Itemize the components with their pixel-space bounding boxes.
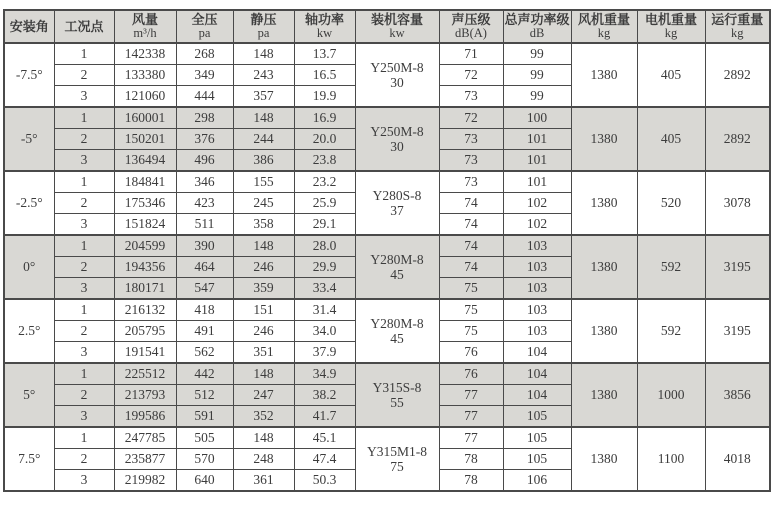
operating-point-cell: 2	[54, 193, 114, 214]
operating-point-cell: 2	[54, 449, 114, 470]
sound-pressure-level-cell: 76	[439, 342, 503, 364]
airflow-cell: 247785	[114, 427, 176, 449]
operating-weight-cell: 3078	[705, 171, 770, 235]
static-pressure-cell: 244	[233, 129, 294, 150]
static-pressure-cell: 148	[233, 363, 294, 385]
operating-point-cell: 1	[54, 107, 114, 129]
motor-model: Y280S-8	[372, 188, 422, 203]
motor-power-kw: 37	[390, 203, 404, 218]
col-header-sound-pressure-level	[439, 10, 503, 43]
operating-weight-cell: 3856	[705, 363, 770, 427]
header-unit: kg	[597, 26, 611, 40]
installation-angle-cell: 5°	[4, 363, 54, 427]
total-pressure-cell: 390	[176, 235, 233, 257]
airflow-cell: 121060	[114, 86, 176, 108]
static-pressure-cell: 248	[233, 449, 294, 470]
shaft-power-cell: 31.4	[294, 299, 355, 321]
motor-power-kw: 75	[390, 459, 404, 474]
static-pressure-cell: 155	[233, 171, 294, 193]
header-title: 全压	[191, 12, 218, 27]
airflow-cell: 150201	[114, 129, 176, 150]
total-pressure-cell: 491	[176, 321, 233, 342]
total-pressure-cell: 423	[176, 193, 233, 214]
total-pressure-cell: 547	[176, 278, 233, 300]
total-pressure-cell: 268	[176, 43, 233, 65]
total-pressure-cell: 376	[176, 129, 233, 150]
airflow-cell: 175346	[114, 193, 176, 214]
airflow-cell: 184841	[114, 171, 176, 193]
shaft-power-cell: 33.4	[294, 278, 355, 300]
static-pressure-cell: 243	[233, 65, 294, 86]
total-pressure-cell: 349	[176, 65, 233, 86]
operating-point-cell: 2	[54, 129, 114, 150]
static-pressure-cell: 148	[233, 427, 294, 449]
airflow-cell: 204599	[114, 235, 176, 257]
motor-model: Y280M-8	[370, 252, 424, 267]
total-pressure-cell: 511	[176, 214, 233, 236]
shaft-power-cell: 25.9	[294, 193, 355, 214]
table-body	[4, 43, 770, 491]
sound-pressure-level-cell: 78	[439, 470, 503, 492]
header-title: 电机重量	[644, 12, 697, 27]
col-header-installed-capacity	[355, 10, 439, 43]
sound-pressure-level-cell: 77	[439, 406, 503, 428]
installed-capacity-cell	[355, 427, 439, 491]
total-pressure-cell: 562	[176, 342, 233, 364]
sound-pressure-level-cell: 75	[439, 278, 503, 300]
header-title: 静压	[250, 12, 277, 27]
static-pressure-cell: 358	[233, 214, 294, 236]
operating-point-cell: 2	[54, 257, 114, 278]
shaft-power-cell: 28.0	[294, 235, 355, 257]
installation-angle-cell: 2.5°	[4, 299, 54, 363]
airflow-cell: 219982	[114, 470, 176, 492]
motor-model: Y315M1-8	[367, 444, 427, 459]
airflow-cell: 191541	[114, 342, 176, 364]
static-pressure-cell: 148	[233, 235, 294, 257]
static-pressure-cell: 361	[233, 470, 294, 492]
static-pressure-cell: 246	[233, 321, 294, 342]
motor-model: Y280M-8	[370, 316, 424, 331]
fan-weight-cell: 1380	[571, 235, 637, 299]
installed-capacity-cell	[355, 235, 439, 299]
col-header-airflow	[114, 10, 176, 43]
installed-capacity-cell	[355, 171, 439, 235]
shaft-power-cell: 41.7	[294, 406, 355, 428]
static-pressure-cell: 245	[233, 193, 294, 214]
shaft-power-cell: 20.0	[294, 129, 355, 150]
airflow-cell: 199586	[114, 406, 176, 428]
shaft-power-cell: 16.5	[294, 65, 355, 86]
shaft-power-cell: 34.0	[294, 321, 355, 342]
header-title: 工况点	[64, 18, 104, 34]
installation-angle-cell: -2.5°	[4, 171, 54, 235]
total-pressure-cell: 298	[176, 107, 233, 129]
table-row	[4, 427, 770, 449]
sound-power-level-cell: 104	[503, 385, 571, 406]
header-title: 总声功率级	[504, 12, 570, 27]
installation-angle-cell: 7.5°	[4, 427, 54, 491]
sound-pressure-level-cell: 73	[439, 129, 503, 150]
shaft-power-cell: 16.9	[294, 107, 355, 129]
motor-model: Y250M-8	[370, 124, 424, 139]
airflow-cell: 205795	[114, 321, 176, 342]
sound-pressure-level-cell: 72	[439, 65, 503, 86]
static-pressure-cell: 151	[233, 299, 294, 321]
col-header-motor-weight	[637, 10, 705, 43]
static-pressure-cell: 148	[233, 43, 294, 65]
header-title: 运行重量	[711, 12, 764, 27]
sound-power-level-cell: 104	[503, 363, 571, 385]
total-pressure-cell: 346	[176, 171, 233, 193]
shaft-power-cell: 50.3	[294, 470, 355, 492]
sound-power-level-cell: 101	[503, 129, 571, 150]
sound-pressure-level-cell: 77	[439, 427, 503, 449]
sound-pressure-level-cell: 72	[439, 107, 503, 129]
table-row	[4, 107, 770, 129]
static-pressure-cell: 246	[233, 257, 294, 278]
sound-power-level-cell: 99	[503, 43, 571, 65]
sound-power-level-cell: 100	[503, 107, 571, 129]
installed-capacity-cell	[355, 107, 439, 171]
header-unit: m³/h	[133, 26, 157, 40]
col-header-total-pressure	[176, 10, 233, 43]
sound-pressure-level-cell: 74	[439, 214, 503, 236]
static-pressure-cell: 148	[233, 107, 294, 129]
operating-point-cell: 1	[54, 171, 114, 193]
sound-pressure-level-cell: 75	[439, 321, 503, 342]
col-header-sound-power-level	[503, 10, 571, 43]
shaft-power-cell: 45.1	[294, 427, 355, 449]
installation-angle-cell: -7.5°	[4, 43, 54, 107]
airflow-cell: 216132	[114, 299, 176, 321]
table-row	[4, 235, 770, 257]
motor-power-kw: 30	[390, 75, 404, 90]
sound-power-level-cell: 99	[503, 86, 571, 108]
motor-power-kw: 45	[390, 267, 404, 282]
airflow-cell: 151824	[114, 214, 176, 236]
sound-power-level-cell: 103	[503, 299, 571, 321]
sound-power-level-cell: 103	[503, 321, 571, 342]
shaft-power-cell: 29.9	[294, 257, 355, 278]
motor-weight-cell: 592	[637, 299, 705, 363]
sound-pressure-level-cell: 74	[439, 235, 503, 257]
col-header-operating-weight	[705, 10, 770, 43]
airflow-cell: 213793	[114, 385, 176, 406]
sound-power-level-cell: 99	[503, 65, 571, 86]
operating-weight-cell: 4018	[705, 427, 770, 491]
sound-power-level-cell: 103	[503, 235, 571, 257]
sound-pressure-level-cell: 73	[439, 171, 503, 193]
operating-point-cell: 3	[54, 342, 114, 364]
header-unit: kg	[664, 26, 678, 40]
operating-point-cell: 3	[54, 470, 114, 492]
motor-weight-cell: 1100	[637, 427, 705, 491]
operating-point-cell: 1	[54, 43, 114, 65]
total-pressure-cell: 464	[176, 257, 233, 278]
static-pressure-cell: 352	[233, 406, 294, 428]
sound-power-level-cell: 103	[503, 278, 571, 300]
operating-point-cell: 3	[54, 86, 114, 108]
table-row	[4, 171, 770, 193]
motor-weight-cell: 520	[637, 171, 705, 235]
shaft-power-cell: 34.9	[294, 363, 355, 385]
sound-power-level-cell: 106	[503, 470, 571, 492]
total-pressure-cell: 570	[176, 449, 233, 470]
table-row	[4, 43, 770, 65]
total-pressure-cell: 591	[176, 406, 233, 428]
shaft-power-cell: 19.9	[294, 86, 355, 108]
header-title: 风量	[131, 12, 158, 27]
col-header-shaft-power	[294, 10, 355, 43]
airflow-cell: 180171	[114, 278, 176, 300]
operating-weight-cell: 3195	[705, 235, 770, 299]
col-header-installation-angle	[4, 10, 54, 43]
fan-weight-cell: 1380	[571, 171, 637, 235]
fan-weight-cell: 1380	[571, 363, 637, 427]
motor-weight-cell: 405	[637, 43, 705, 107]
installation-angle-cell: -5°	[4, 107, 54, 171]
header-title: 安装角	[9, 18, 49, 34]
sound-pressure-level-cell: 73	[439, 150, 503, 172]
sound-power-level-cell: 103	[503, 257, 571, 278]
sound-power-level-cell: 102	[503, 193, 571, 214]
motor-weight-cell: 592	[637, 235, 705, 299]
header-title: 装机容量	[370, 12, 423, 27]
motor-weight-cell: 1000	[637, 363, 705, 427]
sound-power-level-cell: 102	[503, 214, 571, 236]
airflow-cell: 225512	[114, 363, 176, 385]
airflow-cell: 235877	[114, 449, 176, 470]
total-pressure-cell: 442	[176, 363, 233, 385]
airflow-cell: 160001	[114, 107, 176, 129]
operating-point-cell: 3	[54, 278, 114, 300]
table-row	[4, 299, 770, 321]
operating-point-cell: 1	[54, 363, 114, 385]
table-row	[4, 363, 770, 385]
header-unit: pa	[198, 26, 211, 40]
operating-weight-cell: 2892	[705, 107, 770, 171]
sound-power-level-cell: 104	[503, 342, 571, 364]
operating-point-cell: 3	[54, 406, 114, 428]
shaft-power-cell: 13.7	[294, 43, 355, 65]
sound-power-level-cell: 105	[503, 427, 571, 449]
operating-point-cell: 2	[54, 321, 114, 342]
sound-pressure-level-cell: 71	[439, 43, 503, 65]
airflow-cell: 136494	[114, 150, 176, 172]
fan-weight-cell: 1380	[571, 107, 637, 171]
motor-power-kw: 30	[390, 139, 404, 154]
total-pressure-cell: 444	[176, 86, 233, 108]
motor-power-kw: 45	[390, 331, 404, 346]
operating-point-cell: 1	[54, 235, 114, 257]
fan-weight-cell: 1380	[571, 299, 637, 363]
airflow-cell: 142338	[114, 43, 176, 65]
operating-point-cell: 3	[54, 150, 114, 172]
fan-weight-cell: 1380	[571, 427, 637, 491]
sound-pressure-level-cell: 74	[439, 257, 503, 278]
static-pressure-cell: 386	[233, 150, 294, 172]
total-pressure-cell: 505	[176, 427, 233, 449]
static-pressure-cell: 359	[233, 278, 294, 300]
header-unit: pa	[257, 26, 270, 40]
col-header-fan-weight	[571, 10, 637, 43]
shaft-power-cell: 47.4	[294, 449, 355, 470]
col-header-operating-point	[54, 10, 114, 43]
sound-power-level-cell: 101	[503, 150, 571, 172]
fan-performance-table	[3, 9, 771, 492]
shaft-power-cell: 29.1	[294, 214, 355, 236]
header-unit: kg	[731, 26, 744, 40]
operating-weight-cell: 3195	[705, 299, 770, 363]
fan-weight-cell: 1380	[571, 43, 637, 107]
sound-pressure-level-cell: 78	[439, 449, 503, 470]
installed-capacity-cell	[355, 43, 439, 107]
static-pressure-cell: 351	[233, 342, 294, 364]
sound-power-level-cell: 101	[503, 171, 571, 193]
total-pressure-cell: 418	[176, 299, 233, 321]
col-header-static-pressure	[233, 10, 294, 43]
shaft-power-cell: 23.8	[294, 150, 355, 172]
installed-capacity-cell	[355, 363, 439, 427]
operating-point-cell: 2	[54, 385, 114, 406]
operating-weight-cell: 2892	[705, 43, 770, 107]
static-pressure-cell: 357	[233, 86, 294, 108]
header-title: 轴功率	[304, 12, 344, 27]
total-pressure-cell: 496	[176, 150, 233, 172]
sound-pressure-level-cell: 77	[439, 385, 503, 406]
static-pressure-cell: 247	[233, 385, 294, 406]
total-pressure-cell: 640	[176, 470, 233, 492]
header-unit: kw	[316, 26, 333, 40]
shaft-power-cell: 37.9	[294, 342, 355, 364]
sound-power-level-cell: 105	[503, 406, 571, 428]
sound-power-level-cell: 105	[503, 449, 571, 470]
installation-angle-cell: 0°	[4, 235, 54, 299]
shaft-power-cell: 23.2	[294, 171, 355, 193]
header-row	[4, 10, 770, 43]
sound-pressure-level-cell: 74	[439, 193, 503, 214]
header-unit: kw	[389, 26, 405, 40]
operating-point-cell: 1	[54, 299, 114, 321]
total-pressure-cell: 512	[176, 385, 233, 406]
motor-weight-cell: 405	[637, 107, 705, 171]
operating-point-cell: 3	[54, 214, 114, 236]
sound-pressure-level-cell: 76	[439, 363, 503, 385]
airflow-cell: 194356	[114, 257, 176, 278]
header-title: 风机重量	[577, 12, 630, 27]
sound-pressure-level-cell: 73	[439, 86, 503, 108]
motor-model: Y315S-8	[372, 380, 422, 395]
header-unit: dB	[529, 26, 545, 40]
header-unit: dB(A)	[455, 26, 487, 40]
table-header	[4, 10, 770, 43]
shaft-power-cell: 38.2	[294, 385, 355, 406]
header-title: 声压级	[451, 12, 491, 27]
airflow-cell: 133380	[114, 65, 176, 86]
motor-model: Y250M-8	[370, 60, 424, 75]
sound-pressure-level-cell: 75	[439, 299, 503, 321]
operating-point-cell: 1	[54, 427, 114, 449]
installed-capacity-cell	[355, 299, 439, 363]
motor-power-kw: 55	[390, 395, 404, 410]
operating-point-cell: 2	[54, 65, 114, 86]
